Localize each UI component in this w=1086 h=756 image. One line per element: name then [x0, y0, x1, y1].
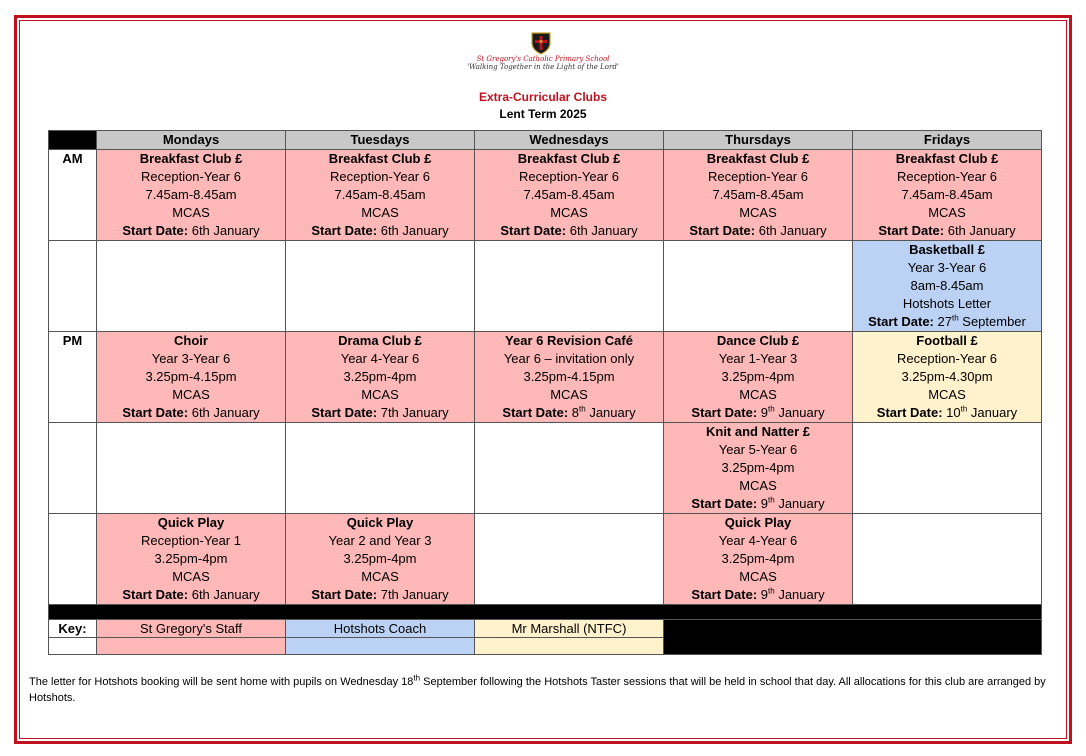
- club-cell-tue-quick-play: [286, 514, 475, 605]
- start-date-value: 6th January: [758, 223, 827, 238]
- club-start-date: [853, 313, 1041, 331]
- club-provider: MCAS: [739, 478, 777, 493]
- club-cell-wed-revision-cafe: [475, 332, 664, 423]
- club-cell-thu-breakfast: [664, 150, 853, 241]
- footer-suffix: th: [413, 673, 421, 683]
- start-date-day: 9: [760, 496, 769, 511]
- start-date-label: Start Date:: [122, 587, 189, 602]
- club-provider: MCAS: [928, 387, 966, 402]
- start-date-label: Start Date:: [689, 223, 756, 238]
- empty-cell: [475, 423, 664, 514]
- start-date-month: January: [774, 496, 825, 511]
- club-years: Reception-Year 6: [330, 169, 430, 184]
- start-date-suffix: th: [951, 313, 959, 323]
- club-provider: Hotshots Letter: [902, 296, 992, 311]
- club-name: Choir: [174, 333, 208, 348]
- timetable: [48, 130, 1042, 655]
- start-date-label: Start Date:: [311, 223, 378, 238]
- start-date-label: Start Date:: [122, 223, 189, 238]
- start-date-suffix: th: [579, 404, 586, 414]
- day-header-row: [49, 131, 1042, 150]
- club-provider: MCAS: [550, 387, 588, 402]
- club-time: 3.25pm-4pm: [721, 460, 795, 475]
- club-cell-thu-dance: [664, 332, 853, 423]
- day-header-thu: Thursdays: [664, 131, 853, 150]
- row-label-empty: [49, 514, 97, 605]
- empty-cell: [97, 423, 286, 514]
- club-name: Breakfast Club £: [139, 151, 243, 166]
- start-date-label: Start Date:: [311, 405, 378, 420]
- club-time: 3.25pm-4.30pm: [901, 369, 993, 384]
- club-name: Drama Club £: [338, 333, 422, 348]
- start-date-month: January: [585, 405, 636, 420]
- club-provider: MCAS: [739, 205, 777, 220]
- club-years: Year 5-Year 6: [718, 442, 798, 457]
- club-cell-wed-breakfast: [475, 150, 664, 241]
- day-header-mon: Mondays: [97, 131, 286, 150]
- club-start-date: [664, 404, 852, 422]
- club-time: 7.45am-8.45am: [712, 187, 804, 202]
- row-label-pm: PM: [49, 332, 97, 423]
- start-date-value: 7th January: [380, 587, 449, 602]
- club-time: 8am-8.45am: [910, 278, 984, 293]
- start-date-value: 6th January: [380, 223, 449, 238]
- am-row-2: [49, 241, 1042, 332]
- club-time: 3.25pm-4pm: [343, 551, 417, 566]
- club-start-date: [286, 586, 474, 604]
- school-motto: 'Walking Together in the Light of the Lord': [467, 63, 619, 71]
- header-corner: [49, 131, 97, 150]
- row-label-am: AM: [49, 150, 97, 241]
- club-time: 3.25pm-4pm: [721, 369, 795, 384]
- club-years: Reception-Year 6: [708, 169, 808, 184]
- club-cell-tue-drama: [286, 332, 475, 423]
- club-time: 3.25pm-4.15pm: [145, 369, 237, 384]
- club-time: 7.45am-8.45am: [145, 187, 237, 202]
- start-date-value: 7th January: [380, 405, 449, 420]
- school-crest-icon: [529, 31, 553, 55]
- club-cell-fri-breakfast: [853, 150, 1042, 241]
- club-name: Breakfast Club £: [328, 151, 432, 166]
- club-provider: MCAS: [361, 569, 399, 584]
- club-name: Breakfast Club £: [895, 151, 999, 166]
- club-time: 3.25pm-4.15pm: [523, 369, 615, 384]
- club-cell-thu-quick-play: [664, 514, 853, 605]
- key-swatch-empty: [49, 638, 97, 655]
- club-name: Dance Club £: [716, 333, 800, 348]
- club-start-date: [97, 222, 285, 240]
- start-date-value: 6th January: [947, 223, 1016, 238]
- key-swatch-hotshots: [286, 638, 475, 655]
- key-item-staff: St Gregory's Staff: [97, 620, 286, 638]
- day-header-tue: Tuesdays: [286, 131, 475, 150]
- key-row: [49, 620, 1042, 638]
- empty-cell: [853, 423, 1042, 514]
- am-row-1: [49, 150, 1042, 241]
- club-years: Year 1-Year 3: [718, 351, 798, 366]
- club-start-date: [664, 222, 852, 240]
- start-date-value: 6th January: [569, 223, 638, 238]
- club-years: Reception-Year 6: [897, 351, 997, 366]
- pm-row-2: [49, 423, 1042, 514]
- start-date-day: 27: [937, 314, 952, 329]
- club-cell-fri-basketball: [853, 241, 1042, 332]
- club-name: Quick Play: [724, 515, 792, 530]
- footer-note: [29, 674, 1059, 706]
- club-time: 7.45am-8.45am: [334, 187, 426, 202]
- start-date-value: 6th January: [191, 587, 260, 602]
- empty-cell: [475, 514, 664, 605]
- club-start-date: [664, 586, 852, 604]
- club-cell-mon-breakfast: [97, 150, 286, 241]
- start-date-suffix: th: [768, 586, 775, 596]
- club-provider: MCAS: [172, 569, 210, 584]
- club-years: Reception-Year 6: [519, 169, 619, 184]
- key-item-hotshots: Hotshots Coach: [286, 620, 475, 638]
- empty-cell: [97, 241, 286, 332]
- club-provider: MCAS: [550, 205, 588, 220]
- club-start-date: [286, 222, 474, 240]
- club-cell-tue-breakfast: [286, 150, 475, 241]
- club-name: Breakfast Club £: [706, 151, 810, 166]
- day-header-fri: Fridays: [853, 131, 1042, 150]
- club-name: Knit and Natter £: [705, 424, 810, 439]
- key-swatch-ntfc: [475, 638, 664, 655]
- start-date-label: Start Date:: [868, 314, 934, 329]
- club-provider: MCAS: [361, 387, 399, 402]
- club-time: 7.45am-8.45am: [901, 187, 993, 202]
- start-date-label: Start Date:: [691, 496, 758, 511]
- club-name: Breakfast Club £: [517, 151, 621, 166]
- club-name: Quick Play: [157, 515, 225, 530]
- club-cell-mon-quick-play: [97, 514, 286, 605]
- start-date-day: 9: [760, 587, 769, 602]
- club-provider: MCAS: [172, 387, 210, 402]
- page-title: Extra-Curricular Clubs: [478, 90, 608, 104]
- club-years: Year 3-Year 6: [151, 351, 231, 366]
- empty-cell: [475, 241, 664, 332]
- club-cell-fri-football: [853, 332, 1042, 423]
- start-date-month: January: [774, 587, 825, 602]
- start-date-day: 9: [760, 405, 769, 420]
- start-date-month: January: [967, 405, 1018, 420]
- start-date-label: Start Date:: [691, 405, 758, 420]
- club-years: Reception-Year 6: [897, 169, 997, 184]
- start-date-label: Start Date:: [311, 587, 378, 602]
- club-provider: MCAS: [928, 205, 966, 220]
- start-date-label: Start Date:: [122, 405, 189, 420]
- start-date-suffix: th: [768, 495, 775, 505]
- club-cell-mon-choir: [97, 332, 286, 423]
- school-name: St Gregory's Catholic Primary School: [476, 55, 610, 63]
- day-header-wed: Wednesdays: [475, 131, 664, 150]
- club-start-date: [853, 222, 1041, 240]
- club-years: Year 3-Year 6: [907, 260, 987, 275]
- club-provider: MCAS: [172, 205, 210, 220]
- start-date-month: January: [774, 405, 825, 420]
- club-years: Reception-Year 6: [141, 169, 241, 184]
- start-date-day: 8: [571, 405, 580, 420]
- start-date-suffix: th: [768, 404, 775, 414]
- key-black-block: [664, 620, 1042, 655]
- start-date-label: Start Date:: [878, 223, 945, 238]
- start-date-suffix: th: [960, 404, 968, 414]
- key-swatch-staff: [97, 638, 286, 655]
- club-years: Year 6 – invitation only: [503, 351, 635, 366]
- club-start-date: [97, 404, 285, 422]
- start-date-day: 10: [946, 405, 961, 420]
- start-date-label: Start Date:: [502, 405, 569, 420]
- page-subtitle: Lent Term 2025: [499, 107, 587, 121]
- club-cell-thu-knit-and-natter: [664, 423, 853, 514]
- divider-bar: [49, 605, 1042, 620]
- start-date-month: September: [958, 314, 1026, 329]
- club-start-date: [475, 404, 663, 422]
- start-date-value: 6th January: [191, 223, 260, 238]
- club-start-date: [664, 495, 852, 513]
- club-time: 3.25pm-4pm: [343, 369, 417, 384]
- pm-row-1: [49, 332, 1042, 423]
- club-time: 3.25pm-4pm: [154, 551, 228, 566]
- club-provider: MCAS: [739, 387, 777, 402]
- club-name: Football £: [916, 333, 978, 348]
- club-years: Reception-Year 1: [141, 533, 241, 548]
- club-name: Year 6 Revision Café: [505, 333, 633, 348]
- start-date-label: Start Date:: [876, 405, 943, 420]
- divider-row: [49, 605, 1042, 620]
- start-date-value: 6th January: [191, 405, 260, 420]
- club-years: Year 2 and Year 3: [328, 533, 432, 548]
- club-years: Year 4-Year 6: [340, 351, 420, 366]
- pm-row-3: [49, 514, 1042, 605]
- key-label: Key:: [49, 620, 97, 638]
- club-name: Quick Play: [346, 515, 414, 530]
- club-start-date: [97, 586, 285, 604]
- start-date-label: Start Date:: [500, 223, 567, 238]
- club-years: Year 4-Year 6: [718, 533, 798, 548]
- footer-text-1: The letter for Hotshots booking will be sent home with pupils on Wednesday 18: [29, 676, 414, 688]
- club-time: 7.45am-8.45am: [523, 187, 615, 202]
- club-time: 3.25pm-4pm: [721, 551, 795, 566]
- row-label-empty: [49, 423, 97, 514]
- club-start-date: [286, 404, 474, 422]
- empty-cell: [664, 241, 853, 332]
- row-label-empty: [49, 241, 97, 332]
- empty-cell: [853, 514, 1042, 605]
- club-start-date: [475, 222, 663, 240]
- club-start-date: [853, 404, 1041, 422]
- club-name: Basketball £: [909, 242, 985, 257]
- club-provider: MCAS: [361, 205, 399, 220]
- start-date-label: Start Date:: [691, 587, 758, 602]
- footer-text-2: September following the Hotshots Taster sessions that will be held in school that day. All allocations for this club are arranged by Hotshots.: [29, 676, 1046, 704]
- empty-cell: [286, 241, 475, 332]
- key-item-ntfc: Mr Marshall (NTFC): [475, 620, 664, 638]
- club-provider: MCAS: [739, 569, 777, 584]
- empty-cell: [286, 423, 475, 514]
